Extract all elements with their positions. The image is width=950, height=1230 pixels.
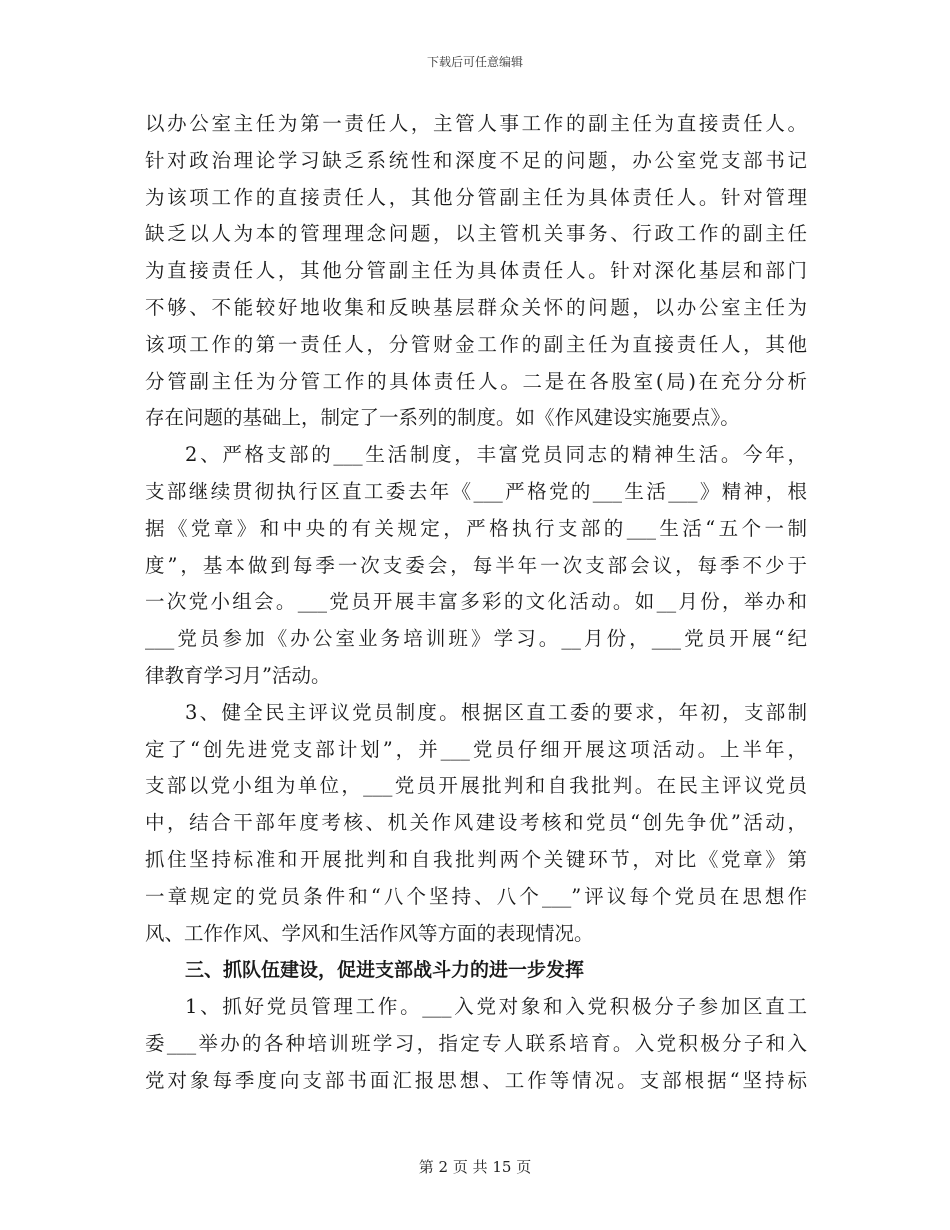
- text-line: 为直接责任人，其他分管副主任为具体责任人。针对深化基层和部门: [145, 259, 807, 283]
- text-line: 针对政治理论学习缺乏系统性和深度不足的问题，办公室党支部书记: [145, 148, 807, 172]
- text-line: 为该项工作的直接责任人，其他分管副主任为具体责任人。针对管理: [145, 185, 807, 209]
- paragraph: [145, 106, 807, 437]
- page-number: 第 2 页 共 15 页: [418, 1158, 532, 1176]
- paragraph: [145, 695, 807, 953]
- text-line: 缺乏以人为本的管理理念问题，以主管机关事务、行政工作的副主任: [145, 222, 807, 246]
- paragraph: [145, 437, 807, 695]
- text-line: 支部以党小组为单位，___党员开展批判和自我批判。在民主评议党员: [145, 774, 807, 798]
- text-line: 支部继续贯彻执行区直工委去年《___严格党的___生活___》精神，根: [145, 479, 807, 503]
- text-line: 据《党章》和中央的有关规定，严格执行支部的___生活“五个一制: [145, 516, 807, 540]
- text-line: 3、健全民主评议党员制度。根据区直工委的要求，年初，支部制: [185, 700, 807, 724]
- text-line: 一章规定的党员条件和“八个坚持、八个___”评议每个党员在思想作: [145, 884, 807, 908]
- paragraph: [145, 989, 807, 1099]
- document-body: [145, 106, 807, 1100]
- text-line: 1、抓好党员管理工作。___入党对象和入党积极分子参加区直工: [185, 995, 807, 1019]
- text-line: 2、严格支部的___生活制度，丰富党员同志的精神生活。今年，: [185, 443, 807, 467]
- text-line: 定了“创先进党支部计划”，并___党员仔细开展这项活动。上半年，: [145, 737, 807, 761]
- page-header-note: 下载后可任意编辑: [426, 55, 523, 69]
- text-line: 不够、不能较好地收集和反映基层群众关怀的问题，以办公室主任为: [145, 295, 807, 319]
- text-line: 律教育学习月”活动。: [145, 663, 331, 687]
- text-line: 度”，基本做到每季一次支委会，每半年一次支部会议，每季不少于: [145, 553, 807, 577]
- text-line: 抓住坚持标准和开展批判和自我批判两个关键环节，对比《党章》第: [145, 847, 807, 871]
- text-line: 党对象每季度向支部书面汇报思想、工作等情况。支部根据“坚持标: [145, 1068, 807, 1092]
- text-line: 分管副主任为分管工作的具体责任人。二是在各股室(局)在充分分析: [145, 369, 807, 393]
- text-line: 存在问题的基础上，制定了一系列的制度。如《作风建设实施要点》。: [145, 406, 740, 430]
- text-line: 以办公室主任为第一责任人，主管人事工作的副主任为直接责任人。: [145, 112, 807, 135]
- text-line: 委___举办的各种培训班学习，指定专人联系培育。入党积极分子和入: [145, 1031, 807, 1055]
- text-line: 一次党小组会。___党员开展丰富多彩的文化活动。如__月份，举办和: [145, 590, 807, 614]
- text-line: 风、工作作风、学风和生活作风等方面的表现情况。: [145, 921, 594, 945]
- text-line: 中，结合干部年度考核、机关作风建设考核和党员“创先争优”活动，: [145, 811, 807, 835]
- text-line: ___党员参加《办公室业务培训班》学习。__月份，___党员开展“纪: [145, 627, 807, 651]
- text-line: 该项工作的第一责任人，分管财金工作的副主任为直接责任人，其他: [145, 332, 807, 356]
- section-heading: 三、抓队伍建设，促进支部战斗力的进一步发挥: [185, 959, 585, 982]
